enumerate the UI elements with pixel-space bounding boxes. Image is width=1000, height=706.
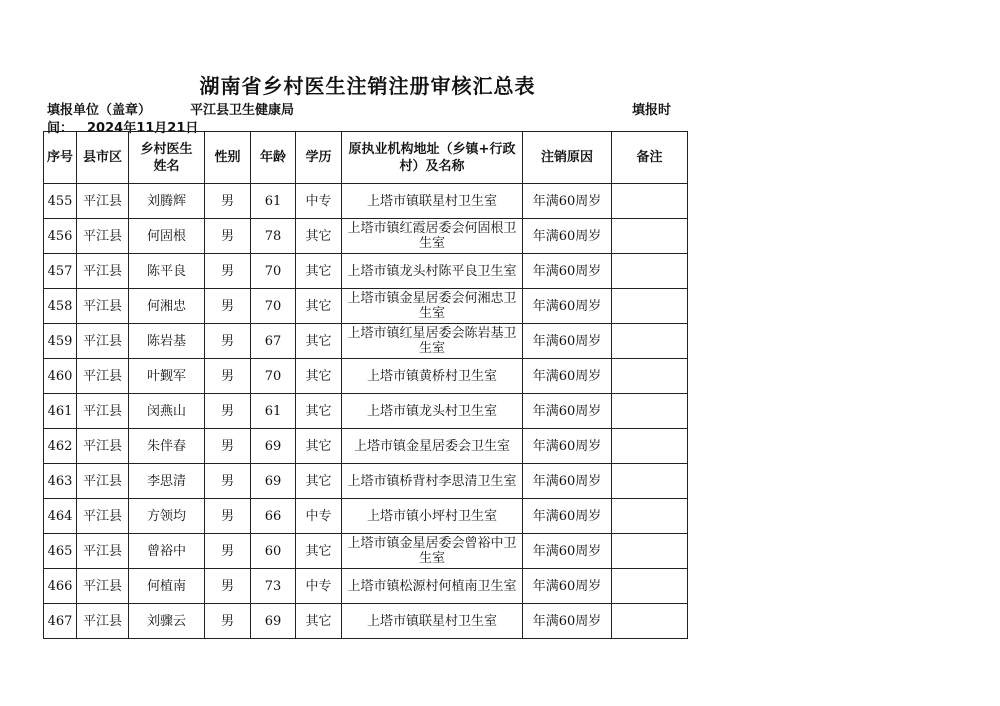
cell-age: 69 [251,429,296,464]
cell-sex: 男 [205,464,251,499]
cell-name: 陈岩基 [129,324,205,359]
summary-table [43,131,688,639]
table-row [44,324,688,359]
cell-county: 平江县 [77,219,129,254]
cell-age: 67 [251,324,296,359]
cell-sex: 男 [205,184,251,219]
cell-no: 466 [44,569,77,604]
cell-no: 455 [44,184,77,219]
table-row [44,499,688,534]
cell-sex: 男 [205,254,251,289]
cell-sex: 男 [205,219,251,254]
cell-county: 平江县 [77,429,129,464]
cell-note [612,569,688,604]
cell-name: 何植南 [129,569,205,604]
cell-name: 曾裕中 [129,534,205,569]
cell-reason: 年满60周岁 [523,394,612,429]
cell-name: 陈平良 [129,254,205,289]
cell-age: 61 [251,184,296,219]
cell-reason: 年满60周岁 [523,499,612,534]
cell-note [612,184,688,219]
cell-age: 69 [251,464,296,499]
col-header-name: 乡村医生姓名 [129,132,205,184]
cell-address: 上塔市镇龙头村卫生室 [342,394,523,429]
cell-age: 70 [251,254,296,289]
cell-note [612,499,688,534]
table-row [44,534,688,569]
cell-county: 平江县 [77,394,129,429]
fill-unit-label: 填报单位（盖章） [47,103,152,118]
cell-name: 何湘忠 [129,289,205,324]
cell-sex: 男 [205,499,251,534]
col-header-edu: 学历 [296,132,342,184]
cell-no: 458 [44,289,77,324]
cell-note [612,604,688,639]
cell-no: 465 [44,534,77,569]
cell-address: 上塔市镇红星居委会陈岩基卫生室 [342,324,523,359]
cell-age: 78 [251,219,296,254]
cell-county: 平江县 [77,534,129,569]
cell-reason: 年满60周岁 [523,219,612,254]
cell-county: 平江县 [77,569,129,604]
cell-reason: 年满60周岁 [523,534,612,569]
cell-no: 460 [44,359,77,394]
cell-reason: 年满60周岁 [523,289,612,324]
cell-edu: 其它 [296,604,342,639]
col-header-address: 原执业机构地址（乡镇+行政村）及名称 [342,132,523,184]
cell-sex: 男 [205,394,251,429]
cell-address: 上塔市镇金星居委会何湘忠卫生室 [342,289,523,324]
cell-reason: 年满60周岁 [523,429,612,464]
cell-reason: 年满60周岁 [523,464,612,499]
cell-name: 叶觐军 [129,359,205,394]
cell-edu: 其它 [296,394,342,429]
cell-note [612,254,688,289]
cell-reason: 年满60周岁 [523,569,612,604]
cell-sex: 男 [205,429,251,464]
cell-edu: 其它 [296,219,342,254]
cell-sex: 男 [205,359,251,394]
cell-county: 平江县 [77,499,129,534]
table-row [44,289,688,324]
cell-note [612,359,688,394]
cell-note [612,324,688,359]
cell-edu: 其它 [296,429,342,464]
cell-sex: 男 [205,289,251,324]
cell-reason: 年满60周岁 [523,359,612,394]
cell-sex: 男 [205,534,251,569]
cell-sex: 男 [205,324,251,359]
cell-note [612,394,688,429]
col-header-age: 年龄 [251,132,296,184]
cell-edu: 中专 [296,569,342,604]
cell-age: 60 [251,534,296,569]
table-row [44,219,688,254]
cell-no: 464 [44,499,77,534]
cell-name: 朱伴春 [129,429,205,464]
table-row [44,184,688,219]
cell-county: 平江县 [77,464,129,499]
cell-edu: 其它 [296,359,342,394]
cell-name: 刘腾辉 [129,184,205,219]
cell-reason: 年满60周岁 [523,324,612,359]
table-row [44,394,688,429]
cell-edu: 中专 [296,184,342,219]
table-row [44,429,688,464]
cell-county: 平江县 [77,289,129,324]
fill-date: 2024年11月21日 [87,121,199,136]
table-row [44,359,688,394]
cell-edu: 中专 [296,499,342,534]
cell-age: 73 [251,569,296,604]
fill-time-label: 填报时 [632,103,672,118]
cell-name: 闵燕山 [129,394,205,429]
cell-no: 461 [44,394,77,429]
table-header-row [44,132,688,184]
cell-edu: 其它 [296,534,342,569]
cell-name: 何固根 [129,219,205,254]
col-header-reason: 注销原因 [523,132,612,184]
col-header-no: 序号 [44,132,77,184]
table-body [44,184,688,639]
cell-edu: 其它 [296,289,342,324]
cell-address: 上塔市镇松源村何植南卫生室 [342,569,523,604]
page-title: 湖南省乡村医生注销注册审核汇总表 [199,74,536,98]
cell-address: 上塔市镇红霞居委会何固根卫生室 [342,219,523,254]
cell-no: 467 [44,604,77,639]
cell-age: 66 [251,499,296,534]
cell-county: 平江县 [77,324,129,359]
cell-sex: 男 [205,569,251,604]
fill-time-label-cont: 间： [47,121,74,136]
cell-reason: 年满60周岁 [523,184,612,219]
cell-age: 70 [251,289,296,324]
table-row [44,604,688,639]
cell-no: 457 [44,254,77,289]
cell-address: 上塔市镇联星村卫生室 [342,604,523,639]
cell-county: 平江县 [77,184,129,219]
cell-address: 上塔市镇桥背村李思清卫生室 [342,464,523,499]
cell-age: 69 [251,604,296,639]
cell-name: 刘骤云 [129,604,205,639]
table-row [44,464,688,499]
cell-edu: 其它 [296,464,342,499]
cell-address: 上塔市镇金星居委会曾裕中卫生室 [342,534,523,569]
table-row [44,254,688,289]
cell-address: 上塔市镇联星村卫生室 [342,184,523,219]
col-header-sex: 性别 [205,132,251,184]
cell-edu: 其它 [296,324,342,359]
cell-edu: 其它 [296,254,342,289]
cell-note [612,534,688,569]
cell-name: 李思清 [129,464,205,499]
col-header-county: 县市区 [77,132,129,184]
cell-reason: 年满60周岁 [523,254,612,289]
cell-note [612,464,688,499]
cell-no: 456 [44,219,77,254]
cell-address: 上塔市镇黄桥村卫生室 [342,359,523,394]
cell-address: 上塔市镇金星居委会卫生室 [342,429,523,464]
cell-sex: 男 [205,604,251,639]
cell-note [612,429,688,464]
table-row [44,569,688,604]
col-header-note: 备注 [612,132,688,184]
cell-no: 463 [44,464,77,499]
cell-reason: 年满60周岁 [523,604,612,639]
cell-note [612,289,688,324]
cell-note [612,219,688,254]
cell-address: 上塔市镇小坪村卫生室 [342,499,523,534]
cell-age: 61 [251,394,296,429]
cell-county: 平江县 [77,604,129,639]
fill-unit-value: 平江县卫生健康局 [190,103,295,118]
cell-county: 平江县 [77,254,129,289]
cell-name: 方领均 [129,499,205,534]
cell-no: 459 [44,324,77,359]
cell-county: 平江县 [77,359,129,394]
cell-address: 上塔市镇龙头村陈平良卫生室 [342,254,523,289]
cell-age: 70 [251,359,296,394]
cell-no: 462 [44,429,77,464]
